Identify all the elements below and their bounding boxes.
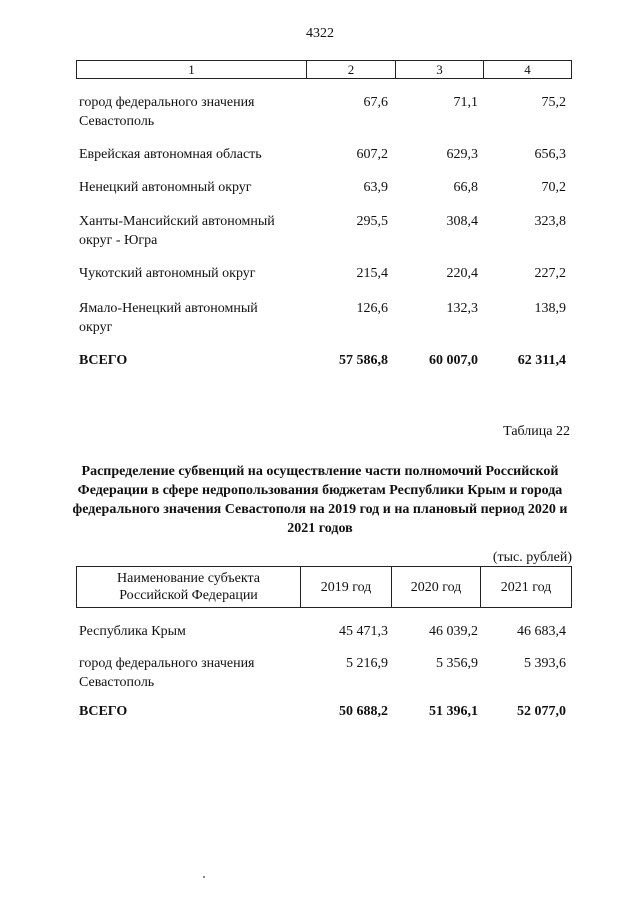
value-col2: 295,5 (356, 214, 388, 229)
value-2020: 5 356,9 (436, 656, 478, 671)
value-col3: 66,8 (453, 180, 478, 195)
column-number-3: 3 (396, 61, 484, 79)
scan-speck (203, 876, 205, 878)
total-col2: 57 586,8 (339, 353, 388, 368)
total-2021: 52 077,0 (517, 704, 566, 719)
table-caption: Распределение субвенций на осуществление части полномочий Российской Федерации в сфере недропользования бюджетам Республики Крым и города федерального значения Севастополя на 2019 год и на плановый период 2020 и 2021 годов (72, 464, 568, 536)
header-2019: 2019 год (301, 567, 392, 608)
region-name: Еврейская автономная область (79, 147, 262, 162)
value-col2: 607,2 (356, 147, 388, 162)
value-col2: 126,6 (356, 301, 388, 316)
total-2019: 50 688,2 (339, 704, 388, 719)
value-col3: 308,4 (446, 214, 478, 229)
region-name: Чукотский автономный округ (79, 266, 256, 281)
region-name: город федерального значения Севастополь (79, 656, 255, 690)
table21-column-numbers (76, 60, 572, 79)
value-2021: 46 683,4 (517, 624, 566, 639)
value-col4: 138,9 (534, 301, 566, 316)
header-2020: 2020 год (392, 567, 481, 608)
value-2020: 46 039,2 (429, 624, 478, 639)
value-col3: 220,4 (446, 266, 478, 281)
header-subject-name: Наименование субъекта Российской Федерации (77, 567, 301, 608)
total-label: ВСЕГО (79, 353, 128, 368)
region-name: Ненецкий автономный округ (79, 180, 252, 195)
value-col3: 629,3 (446, 147, 478, 162)
page-number: 4322 (306, 26, 334, 41)
column-number-1: 1 (77, 61, 307, 79)
region-name: город федерального значения Севастополь (79, 95, 255, 129)
value-col3: 132,3 (446, 301, 478, 316)
total-col3: 60 007,0 (429, 353, 478, 368)
value-col4: 70,2 (541, 180, 566, 195)
total-col4: 62 311,4 (517, 353, 566, 368)
units-label: (тыс. рублей) (492, 550, 572, 565)
table-label: Таблица 22 (503, 424, 570, 439)
total-label: ВСЕГО (79, 704, 128, 719)
value-col4: 323,8 (534, 214, 566, 229)
region-name: Ханты-Мансийский автономный округ - Югра (79, 214, 275, 248)
value-col4: 227,2 (534, 266, 566, 281)
value-col4: 656,3 (534, 147, 566, 162)
value-col4: 75,2 (541, 95, 566, 110)
value-col2: 63,9 (363, 180, 388, 195)
value-col2: 67,6 (363, 95, 388, 110)
region-name: Республика Крым (79, 624, 186, 639)
column-number-4: 4 (484, 61, 572, 79)
total-2020: 51 396,1 (429, 704, 478, 719)
value-2019: 5 216,9 (346, 656, 388, 671)
column-number-2: 2 (307, 61, 396, 79)
region-name: Ямало-Ненецкий автономный округ (79, 301, 258, 335)
table22-header (76, 566, 572, 608)
value-2019: 45 471,3 (339, 624, 388, 639)
value-col2: 215,4 (356, 266, 388, 281)
value-2021: 5 393,6 (524, 656, 566, 671)
header-2021: 2021 год (481, 567, 572, 608)
value-col3: 71,1 (453, 95, 478, 110)
